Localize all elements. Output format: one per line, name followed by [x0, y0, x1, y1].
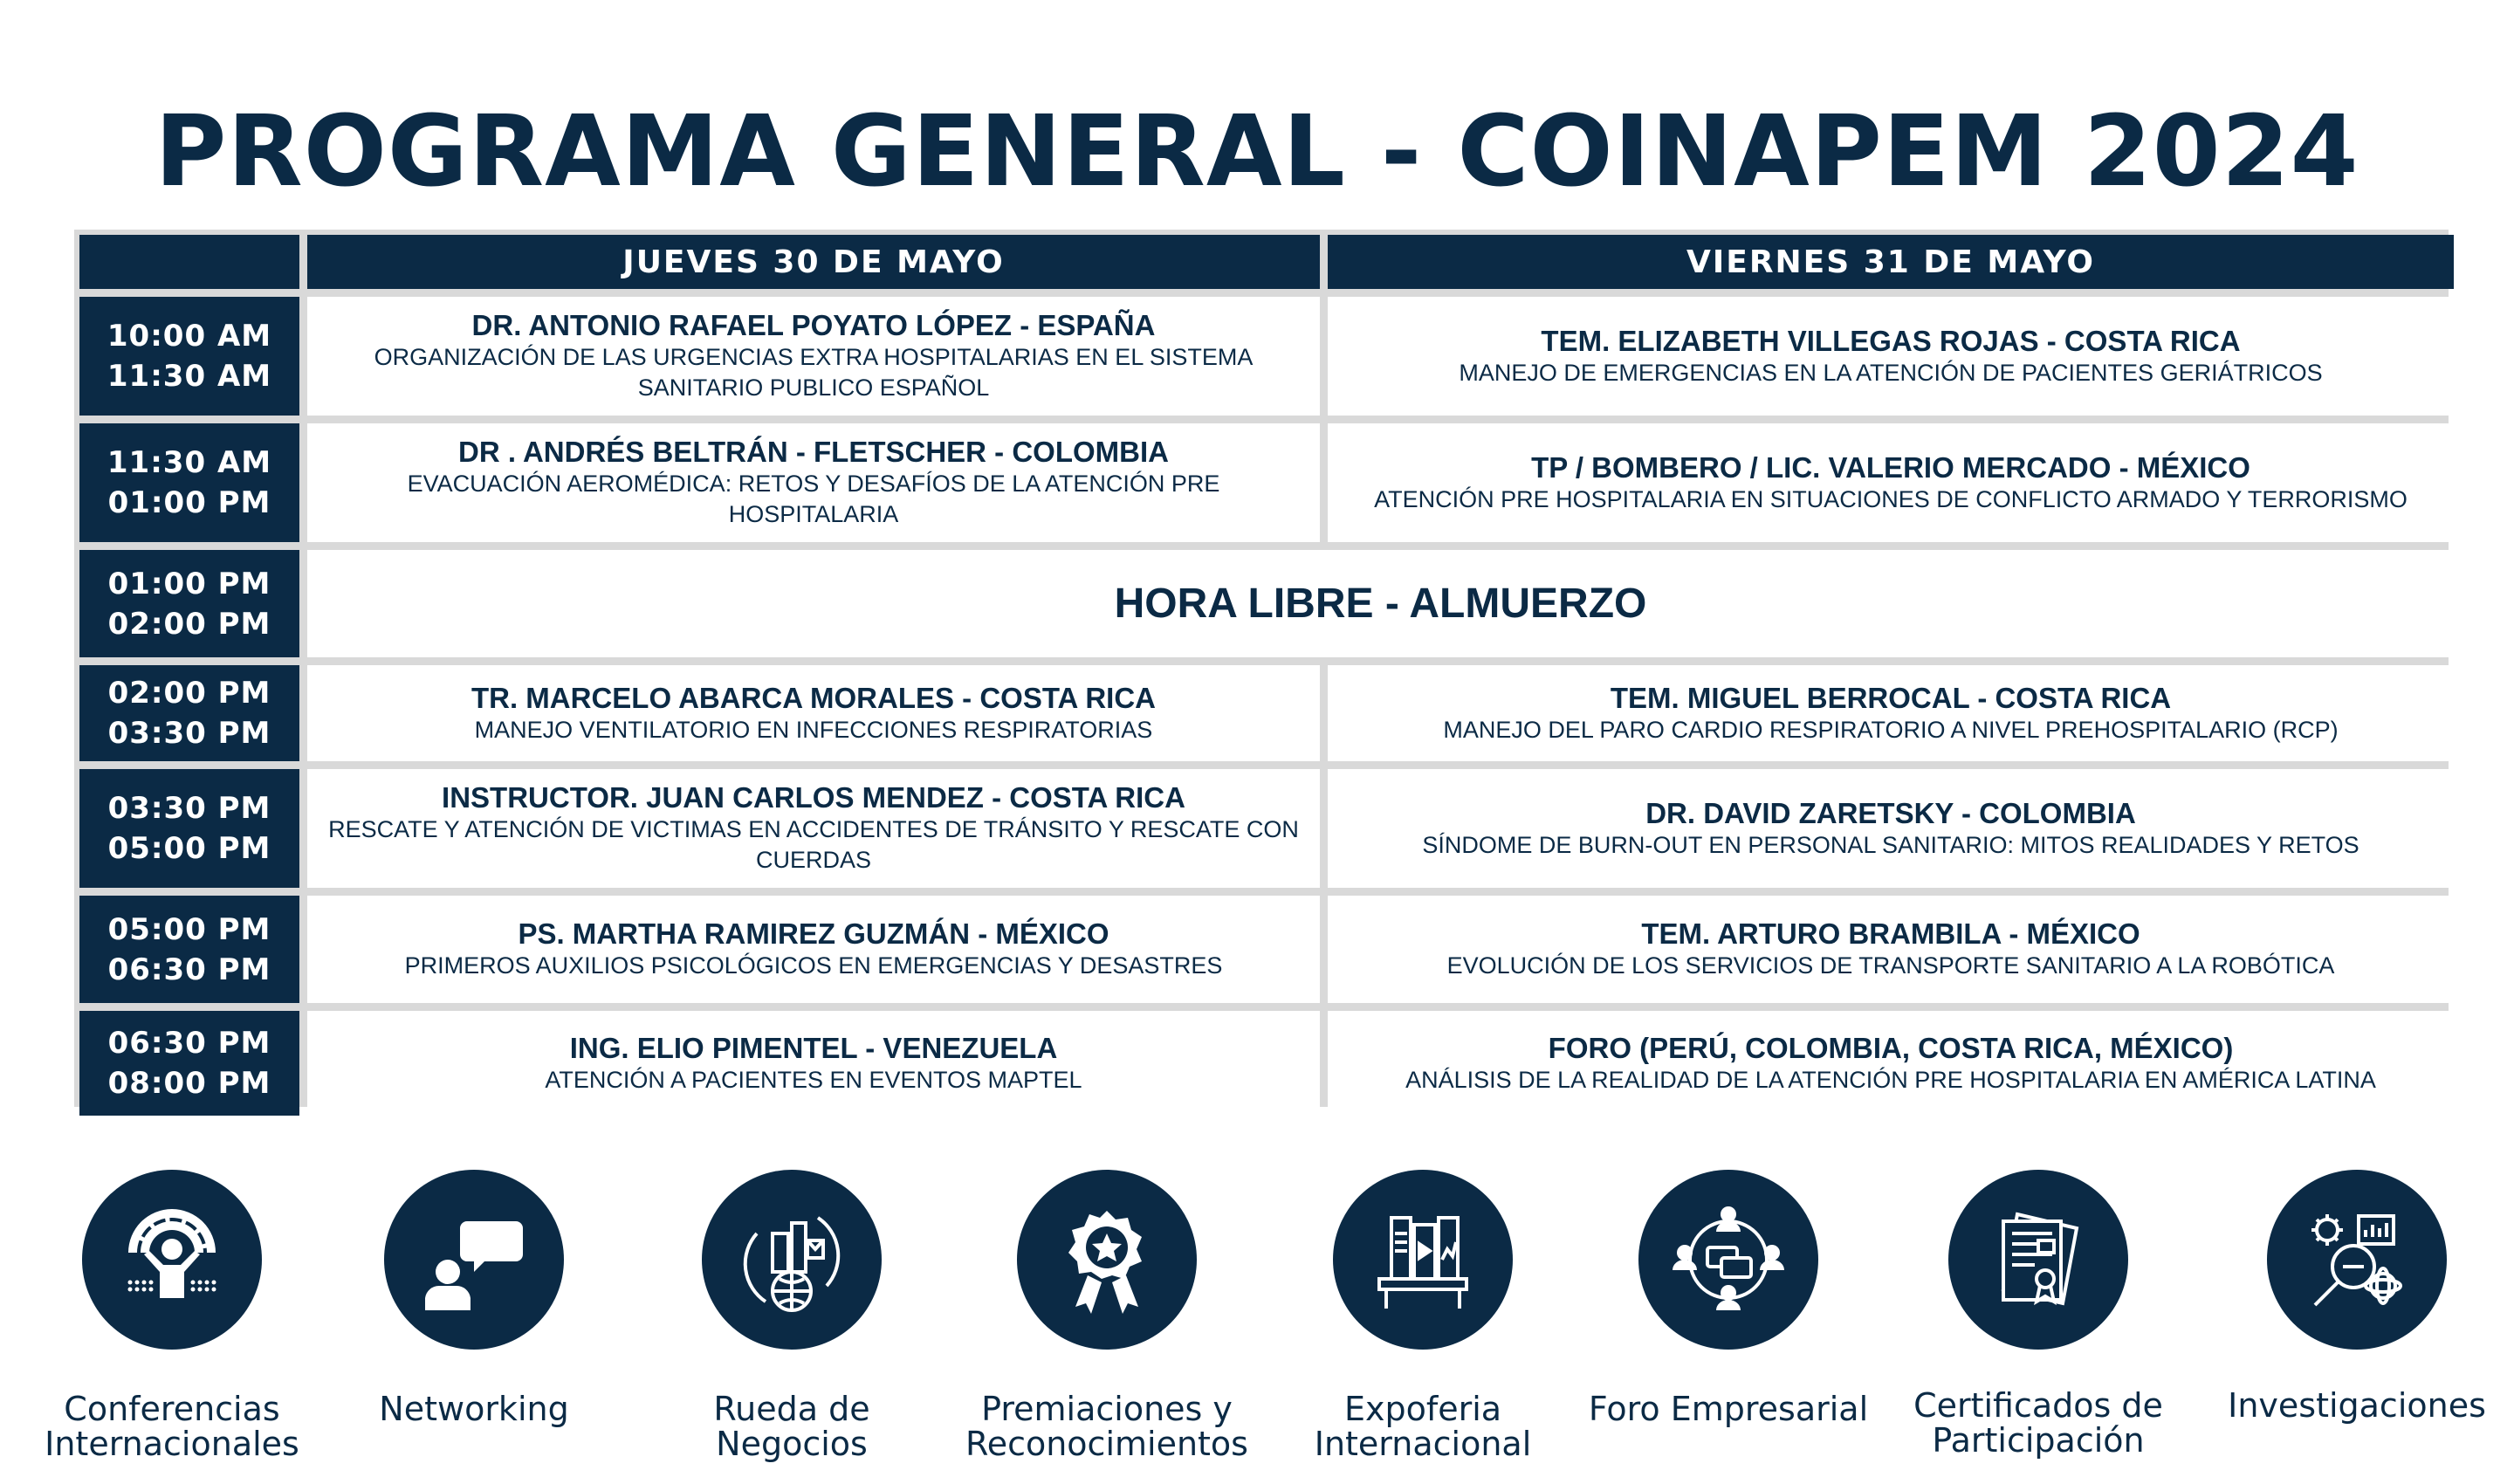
- feature-conferences: [15, 1170, 329, 1461]
- header-day-friday: VIERNES 31 DE MAYO: [1328, 235, 2454, 289]
- research-icon: [2267, 1170, 2447, 1350]
- feature-label: Investigaciones: [2228, 1386, 2486, 1425]
- time-slot: [79, 1011, 299, 1116]
- session-cell: [1328, 665, 2454, 761]
- session-cell: [307, 896, 1320, 1003]
- feature-business-round: [635, 1170, 949, 1461]
- feature-research: [2200, 1170, 2514, 1423]
- session-topic: RESCATE Y ATENCIÓN DE VICTIMAS EN ACCIDENTES DE TRÁNSITO Y RESCATE CON CUERDAS: [328, 816, 1299, 873]
- session-speaker: DR. DAVID ZARETSKY - COLOMBIA: [1645, 796, 2136, 829]
- time-slot: [79, 665, 299, 761]
- session-speaker: TEM. ARTURO BRAMBILA - MÉXICO: [1641, 917, 2140, 950]
- time-start: 06:30 PM: [107, 1026, 271, 1061]
- feature-awards: [950, 1170, 1264, 1461]
- features-row: [0, 1170, 2514, 1484]
- time-start: 03:30 PM: [107, 791, 271, 826]
- session-speaker: TP / BOMBERO / LIC. VALERIO MERCADO - MÉXICO: [1531, 450, 2250, 484]
- session-cell: [307, 665, 1320, 761]
- conference-speaker-icon: [82, 1170, 262, 1350]
- time-end: 03:30 PM: [107, 716, 271, 751]
- session-topic: MANEJO DEL PARO CARDIO RESPIRATORIO A NIVEL PREHOSPITALARIO (RCP): [1443, 716, 2339, 743]
- session-speaker: ING. ELIO PIMENTEL - VENEZUELA: [569, 1031, 1058, 1064]
- session-speaker: TEM. ELIZABETH VILLEGAS ROJAS - COSTA RICA: [1541, 324, 2241, 357]
- session-topic: MANEJO VENTILATORIO EN INFECCIONES RESPIRATORIAS: [474, 716, 1153, 743]
- session-topic: ATENCIÓN A PACIENTES EN EVENTOS MAPTEL: [545, 1066, 1082, 1093]
- feature-forum: [1571, 1170, 1886, 1426]
- time-end: 01:00 PM: [107, 485, 271, 520]
- time-end: 08:00 PM: [107, 1066, 271, 1101]
- session-cell: [307, 769, 1320, 888]
- session-topic: SÍNDOME DE BURN-OUT EN PERSONAL SANITARIO: MITOS REALIDADES Y RETOS: [1422, 831, 2359, 858]
- time-slot: [79, 550, 299, 657]
- session-cell: [307, 423, 1320, 542]
- session-speaker: TR. MARCELO ABARCA MORALES - COSTA RICA: [471, 681, 1156, 714]
- networking-chat-icon: [384, 1170, 564, 1350]
- time-start: 01:00 PM: [107, 566, 271, 601]
- session-topic: ORGANIZACIÓN DE LAS URGENCIAS EXTRA HOSPITALARIAS EN EL SISTEMA SANITARIO PUBLICO ESPAÑOL: [374, 344, 1254, 401]
- feature-expo: [1266, 1170, 1580, 1461]
- time-start: 02:00 PM: [107, 676, 271, 711]
- session-cell: [1328, 1011, 2454, 1116]
- session-cell: [1328, 896, 2454, 1003]
- time-end: 06:30 PM: [107, 952, 271, 987]
- session-cell: [307, 1011, 1320, 1116]
- feature-label: Conferencias Internacionales: [45, 1390, 299, 1463]
- session-speaker: PS. MARTHA RAMIREZ GUZMÁN - MÉXICO: [518, 917, 1109, 950]
- time-slot: [79, 896, 299, 1003]
- business-forum-icon: [1638, 1170, 1818, 1350]
- session-topic: PRIMEROS AUXILIOS PSICOLÓGICOS EN EMERGENCIAS Y DESASTRES: [404, 952, 1223, 979]
- time-start: 11:30 AM: [106, 445, 272, 480]
- certificate-icon: [1948, 1170, 2128, 1350]
- feature-label: Rueda de Negocios: [713, 1390, 870, 1463]
- session-speaker: TEM. MIGUEL BERROCAL - COSTA RICA: [1610, 681, 2172, 714]
- expo-booth-icon: [1333, 1170, 1513, 1350]
- session-topic: EVOLUCIÓN DE LOS SERVICIOS DE TRANSPORTE SANITARIO A LA ROBÓTICA: [1446, 952, 2335, 979]
- session-cell: [307, 297, 1320, 416]
- session-speaker: DR . ANDRÉS BELTRÁN - FLETSCHER - COLOMBIA: [458, 436, 1169, 468]
- feature-label: Certificados de Participación: [1913, 1386, 2163, 1460]
- session-cell: [1328, 297, 2454, 416]
- session-speaker: DR. ANTONIO RAFAEL POYATO LÓPEZ - ESPAÑA: [471, 309, 1156, 341]
- time-start: 05:00 PM: [107, 911, 271, 947]
- session-topic: ANÁLISIS DE LA REALIDAD DE LA ATENCIÓN PRE HOSPITALARIA EN AMÉRICA LATINA: [1405, 1066, 2376, 1093]
- time-end: 05:00 PM: [107, 831, 271, 866]
- time-end: 02:00 PM: [107, 606, 271, 642]
- feature-label: Networking: [379, 1390, 569, 1428]
- session-speaker: FORO (PERÚ, COLOMBIA, COSTA RICA, MÉXICO): [1548, 1031, 2234, 1064]
- feature-networking: [317, 1170, 631, 1426]
- session-cell: [1328, 423, 2454, 542]
- schedule-table: [74, 230, 2449, 1107]
- feature-label: Expoferia Internacional: [1314, 1390, 1532, 1463]
- session-speaker: INSTRUCTOR. JUAN CARLOS MENDEZ - COSTA RICA: [442, 781, 1185, 814]
- header-corner: [79, 235, 299, 289]
- business-globe-icon: [702, 1170, 882, 1350]
- time-end: 11:30 AM: [106, 359, 272, 394]
- header-day-thursday: JUEVES 30 DE MAYO: [307, 235, 1320, 289]
- feature-label: Foro Empresarial: [1588, 1390, 1869, 1428]
- time-slot: [79, 297, 299, 416]
- session-cell: [1328, 769, 2454, 888]
- award-medal-icon: [1017, 1170, 1197, 1350]
- page-title: PROGRAMA GENERAL - COINAPEM 2024: [155, 95, 2359, 209]
- session-topic: EVACUACIÓN AEROMÉDICA: RETOS Y DESAFÍOS DE LA ATENCIÓN PRE HOSPITALARIA: [407, 471, 1220, 527]
- session-topic: ATENCIÓN PRE HOSPITALARIA EN SITUACIONES DE CONFLICTO ARMADO Y TERRORISMO: [1374, 485, 2408, 512]
- lunch-break: HORA LIBRE - ALMUERZO: [307, 550, 2454, 657]
- session-topic: MANEJO DE EMERGENCIAS EN LA ATENCIÓN DE PACIENTES GERIÁTRICOS: [1459, 359, 2323, 386]
- time-start: 10:00 AM: [106, 319, 272, 354]
- feature-certificates: [1881, 1170, 2195, 1458]
- time-slot: [79, 769, 299, 888]
- feature-label: Premiaciones y Reconocimientos: [965, 1390, 1248, 1463]
- time-slot: [79, 423, 299, 542]
